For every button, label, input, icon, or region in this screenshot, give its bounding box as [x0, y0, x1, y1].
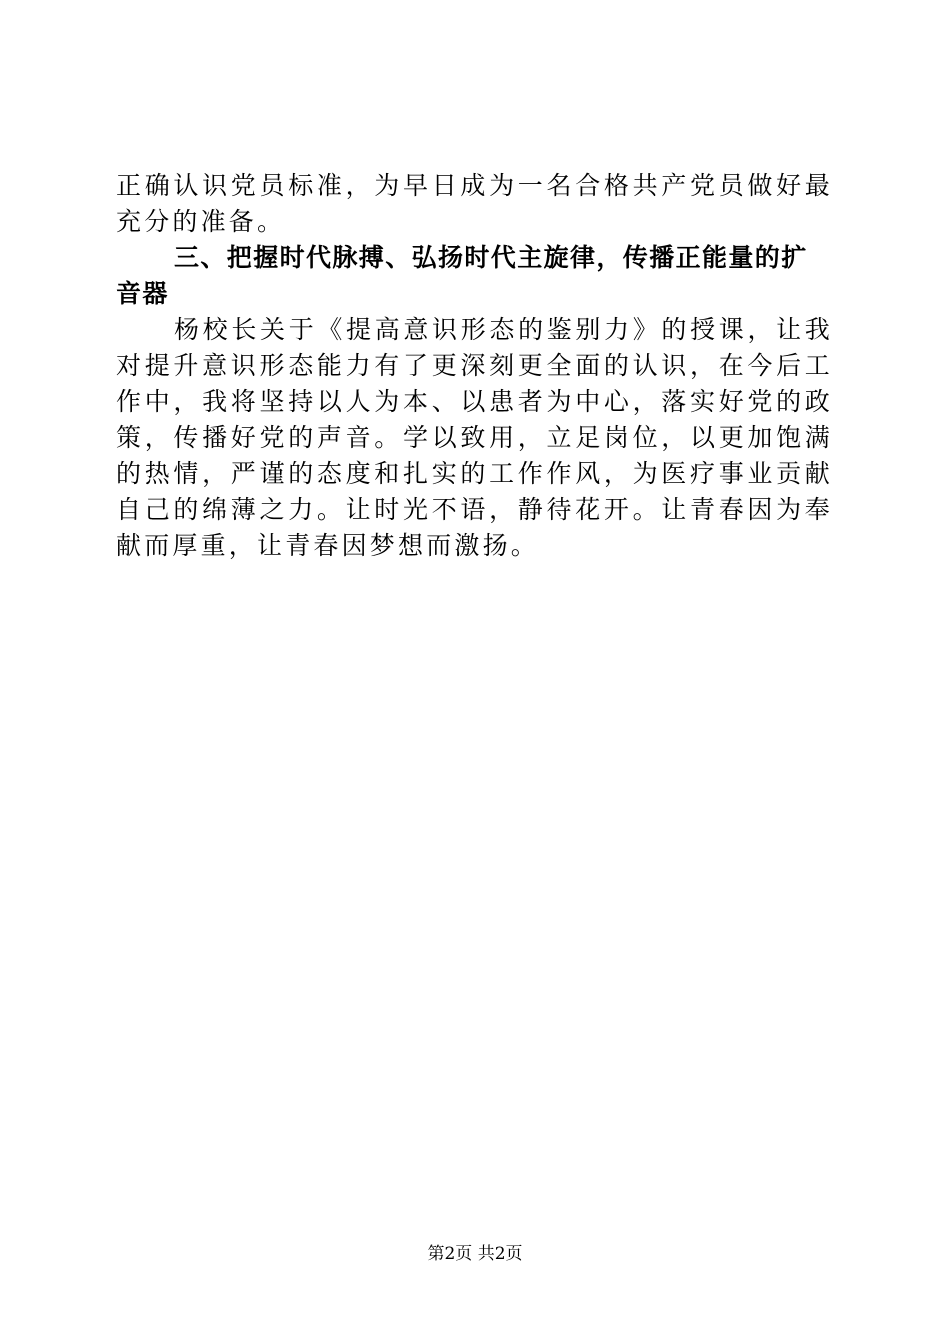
section-heading: 三、把握时代脉搏、弘扬时代主旋律，传播正能量的扩音器: [116, 243, 808, 308]
document-body: [116, 168, 833, 564]
page-footer: [0, 1242, 950, 1266]
body-paragraph-continuation: 正确认识党员标准，为早日成为一名合格共产党员做好最充分的准备。: [116, 171, 833, 236]
body-paragraph: 杨校长关于《提高意识形态的鉴别力》的授课，让我对提升意识形态能力有了更深刻更全面的认识，在今后工作中，我将坚持以人为本、以患者为中心，落实好党的政策，传播好党的声音。学以致用，立足岗位，以更加饱满的热情，严谨的态度和扎实的工作作风，为医疗事业贡献自己的绵薄之力。让时光不语，静待花开。让青春因为奉献而厚重，让青春因梦想而激扬。: [116, 315, 833, 560]
page-number-label: 第2页 共2页: [427, 1244, 523, 1264]
